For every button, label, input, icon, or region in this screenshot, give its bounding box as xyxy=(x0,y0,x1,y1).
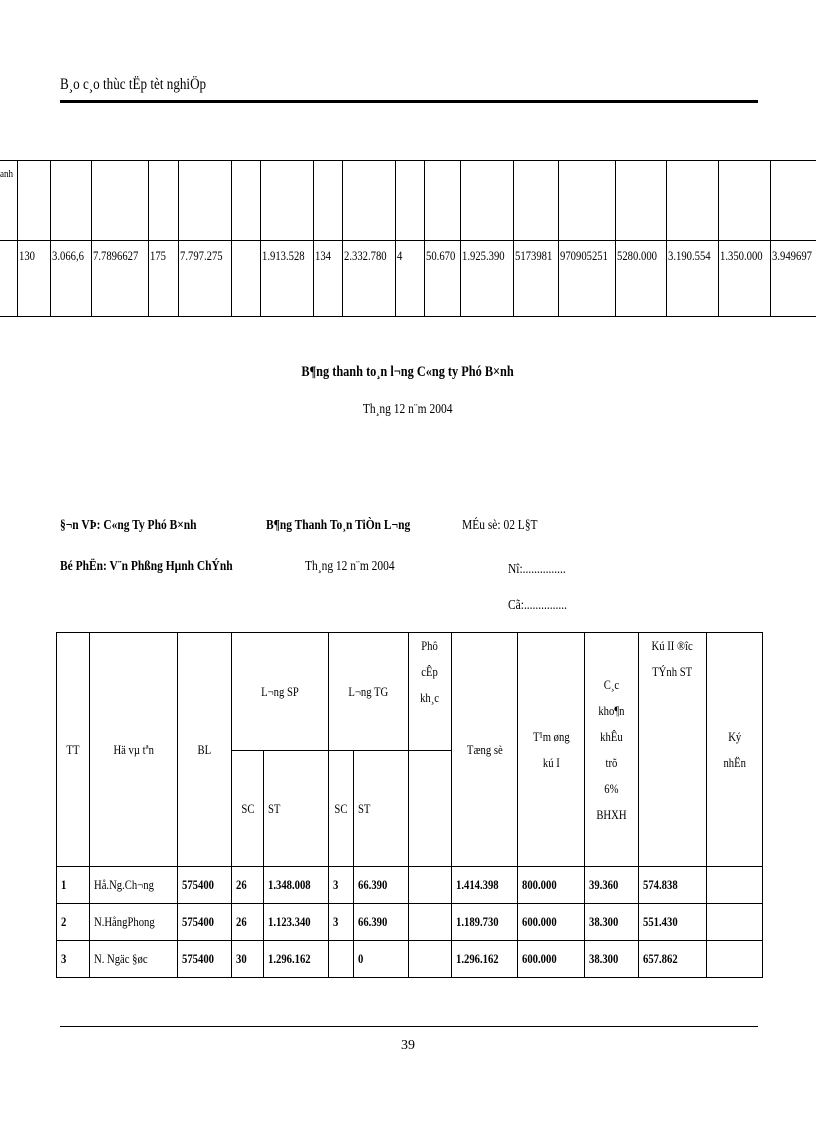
header-bl-text: BL xyxy=(197,741,212,757)
cell-value: 1.296.162 xyxy=(456,951,499,966)
cell-tg-st xyxy=(354,941,409,978)
header-luong-tg-text: L¬ng TG xyxy=(348,683,389,699)
header-tong-so-text: Tæng sè xyxy=(466,741,503,757)
cell-tam-ung xyxy=(518,941,585,978)
cell-name xyxy=(90,904,178,941)
section-subtitle-text: Th¸ng 12 n¨m 2004 xyxy=(363,402,453,417)
payroll-table xyxy=(56,632,763,978)
top-table-cell: 3.190.554 xyxy=(668,248,711,263)
top-table-cell: 3.949697 xyxy=(772,248,812,263)
header-luong-sp xyxy=(232,633,329,751)
header-sp-st-text: ST xyxy=(268,800,281,816)
cell-value: 38.300 xyxy=(589,914,619,929)
cell-khau-tru xyxy=(585,904,639,941)
column-divider xyxy=(513,160,514,317)
cell-value: 30 xyxy=(236,951,247,966)
cell-sp-st xyxy=(264,941,329,978)
cell-value: 38.300 xyxy=(589,951,619,966)
top-table-cell: 5173981 xyxy=(515,248,553,263)
top-table-cell: 1.913.528 xyxy=(262,248,305,263)
header-khau-tru-line: trõ xyxy=(605,754,618,770)
cell-tam-ung xyxy=(518,904,585,941)
header-khau-tru-line: 6% xyxy=(604,780,619,796)
header-ky-ii xyxy=(639,633,707,867)
top-table-cell: 1.925.390 xyxy=(462,248,505,263)
cell-value: 551.430 xyxy=(643,914,678,929)
header-tg-sc-text: SC xyxy=(334,800,348,816)
header-tt-text: TT xyxy=(66,741,80,757)
table-row xyxy=(57,867,763,904)
header-khau-tru-line: C¸c xyxy=(603,676,620,692)
header-khau-tru-line: kho¶n xyxy=(598,702,625,718)
header-bl xyxy=(178,633,232,867)
column-divider xyxy=(148,160,149,317)
cell-tong xyxy=(452,941,518,978)
cell-value: N. Ngäc §øc xyxy=(94,951,148,966)
cell-khau-tru xyxy=(585,867,639,904)
table-row xyxy=(57,941,763,978)
top-table-cell: 3.066,6 xyxy=(52,248,84,263)
cell-tg-st xyxy=(354,867,409,904)
top-table-cell: 1.350.000 xyxy=(720,248,763,263)
cell-tt xyxy=(57,941,90,978)
cell-name xyxy=(90,941,178,978)
column-divider xyxy=(460,160,461,317)
cell-value: 575400 xyxy=(182,914,214,929)
section-title xyxy=(0,364,816,381)
cell-tg-sc xyxy=(329,904,354,941)
cell-value: 2 xyxy=(61,914,67,929)
cell-tong xyxy=(452,904,518,941)
top-table-cell: 2.332.780 xyxy=(344,248,387,263)
column-divider xyxy=(666,160,667,317)
cell-name xyxy=(90,867,178,904)
cell-value: 3 xyxy=(333,914,339,929)
cell-value: 3 xyxy=(61,951,67,966)
cell-khau-tru xyxy=(585,941,639,978)
top-table-cell: 50.670 xyxy=(426,248,456,263)
cell-sp-sc xyxy=(232,867,264,904)
header-tg-st xyxy=(354,751,409,867)
column-divider xyxy=(17,160,18,317)
column-divider xyxy=(260,160,261,317)
period-label: Th¸ng 12 n¨m 2004 xyxy=(305,559,395,574)
column-divider xyxy=(395,160,396,317)
cell-value: 26 xyxy=(236,877,247,892)
cell-ky-nhan xyxy=(707,867,763,904)
page-number: 39 xyxy=(401,1038,415,1053)
header-tam-ung-text xyxy=(533,724,570,776)
footer-divider xyxy=(60,1026,758,1027)
column-divider xyxy=(50,160,51,317)
table-body xyxy=(57,867,763,978)
header-phu-cap-line: kh¸c xyxy=(420,690,440,705)
cell-value: 0 xyxy=(358,951,364,966)
header-name-text: Hä vµ tªn xyxy=(113,741,154,757)
top-table-cell: 130 xyxy=(19,248,35,263)
cell-value: 1.189.730 xyxy=(456,914,499,929)
header-name xyxy=(90,633,178,867)
column-divider xyxy=(178,160,179,317)
top-table-cell: 7.797.275 xyxy=(180,248,223,263)
header-khau-tru-line: khÊu xyxy=(600,728,623,744)
top-table-cell: 7.7896627 xyxy=(93,248,139,263)
column-divider xyxy=(91,160,92,317)
header-phu-cap-line: cÊp xyxy=(421,664,439,679)
header-sp-sc xyxy=(232,751,264,867)
cell-bl xyxy=(178,867,232,904)
header-tam-ung-line: T¹m øng xyxy=(532,728,570,744)
column-divider xyxy=(558,160,559,317)
cell-phu-cap xyxy=(409,867,452,904)
header-phu-cap-empty xyxy=(409,751,452,867)
cell-tt xyxy=(57,867,90,904)
table-border-bottom xyxy=(0,316,816,317)
header-tg-st-text: ST xyxy=(358,800,371,816)
header-ky-ii-text xyxy=(652,633,693,685)
header-khau-tru-text xyxy=(596,672,626,828)
column-divider xyxy=(424,160,425,317)
header-divider xyxy=(60,100,758,103)
cell-value: 1.414.398 xyxy=(456,877,499,892)
cell-sp-sc xyxy=(232,941,264,978)
cell-sp-st xyxy=(264,904,329,941)
cell-value: 39.360 xyxy=(589,877,619,892)
cell-sp-sc xyxy=(232,904,264,941)
cell-value: 66.390 xyxy=(358,877,388,892)
cell-ky-ii xyxy=(639,867,707,904)
cell-phu-cap xyxy=(409,941,452,978)
header-khau-tru-line: BHXH xyxy=(596,806,627,822)
cell-value: 1.348.008 xyxy=(268,877,311,892)
header-luong-sp-text: L¬ng SP xyxy=(261,683,299,699)
cell-tg-sc xyxy=(329,867,354,904)
table-row xyxy=(57,904,763,941)
cell-value: 574.838 xyxy=(643,877,678,892)
column-divider xyxy=(342,160,343,317)
top-table-cell: 5280.000 xyxy=(617,248,657,263)
top-table-cell: 970905251 xyxy=(560,248,608,263)
cell-value: 1.123.340 xyxy=(268,914,311,929)
cell-bl xyxy=(178,941,232,978)
cell-bl xyxy=(178,904,232,941)
column-divider xyxy=(313,160,314,317)
header-tam-ung xyxy=(518,633,585,867)
cell-phu-cap xyxy=(409,904,452,941)
column-divider xyxy=(231,160,232,317)
debit-label: Nî:............... xyxy=(508,562,566,577)
header-ky-nhan-text xyxy=(723,724,746,776)
form-number: MÉu sè: 02 L§T xyxy=(462,518,538,533)
top-table-cell: 134 xyxy=(315,248,331,263)
column-divider xyxy=(770,160,771,317)
cell-value: 3 xyxy=(333,877,339,892)
cell-value: 575400 xyxy=(182,951,214,966)
top-table-cell: 175 xyxy=(150,248,166,263)
cell-tg-st xyxy=(354,904,409,941)
header-ky-nhan xyxy=(707,633,763,867)
cell-tam-ung xyxy=(518,867,585,904)
cell-value: 1.296.162 xyxy=(268,951,311,966)
cell-value: Hå.Ng.Ch¬ng xyxy=(94,877,154,892)
cell-value: 66.390 xyxy=(358,914,388,929)
section-subtitle xyxy=(0,402,816,418)
cell-value: 800.000 xyxy=(522,877,557,892)
header-ky-ii-line: TÝnh ST xyxy=(652,664,693,679)
clipped-header-label: anh xyxy=(0,168,14,180)
top-partial-table xyxy=(0,160,816,317)
header-ky-nhan-line: nhËn xyxy=(723,754,746,770)
form-title: B¶ng Thanh To¸n TiÒn L¬ng xyxy=(266,518,411,533)
header-phu-cap-line: Phô xyxy=(421,638,439,653)
cell-tt xyxy=(57,904,90,941)
cell-value: 26 xyxy=(236,914,247,929)
header-ky-nhan-line: Ký xyxy=(727,728,742,744)
header-ky-ii-line: Kú II ®îc xyxy=(651,638,694,653)
page-header-title: B¸o c¸o thùc tËp tèt nghiÖp xyxy=(60,76,207,93)
cell-tong xyxy=(452,867,518,904)
header-tg-sc xyxy=(329,751,354,867)
table-border-top xyxy=(0,160,816,161)
cell-value: 600.000 xyxy=(522,951,557,966)
section-title-text: B¶ng thanh to¸n l¬ng C«ng ty Phó B×nh xyxy=(301,364,515,380)
header-khau-tru xyxy=(585,633,639,867)
cell-ky-nhan xyxy=(707,941,763,978)
cell-ky-ii xyxy=(639,941,707,978)
column-divider xyxy=(615,160,616,317)
header-phu-cap xyxy=(409,633,452,751)
table-row-divider xyxy=(0,240,816,241)
header-row-1 xyxy=(57,633,763,751)
cell-ky-ii xyxy=(639,904,707,941)
cell-value: 575400 xyxy=(182,877,214,892)
column-divider xyxy=(718,160,719,317)
header-tam-ung-line: kú I xyxy=(542,754,560,770)
header-sp-sc-text: SC xyxy=(240,800,255,816)
cell-value: 1 xyxy=(61,877,67,892)
header-phu-cap-text xyxy=(421,633,440,711)
cell-value: 657.862 xyxy=(643,951,678,966)
header-luong-tg xyxy=(329,633,409,751)
department-label: Bé PhËn: V¨n Phßng Hµnh ChÝnh xyxy=(60,559,233,574)
header-tong-so xyxy=(452,633,518,867)
cell-value: 600.000 xyxy=(522,914,557,929)
header-tt xyxy=(57,633,90,867)
credit-label: Cã:............... xyxy=(508,598,568,613)
cell-value: N.HångPhong xyxy=(94,914,155,929)
header-sp-st xyxy=(264,751,329,867)
unit-label: §¬n VÞ: C«ng Ty Phó B×nh xyxy=(60,518,197,533)
cell-ky-nhan xyxy=(707,904,763,941)
cell-sp-st xyxy=(264,867,329,904)
cell-tg-sc xyxy=(329,941,354,978)
top-table-cell: 4 xyxy=(397,248,403,263)
